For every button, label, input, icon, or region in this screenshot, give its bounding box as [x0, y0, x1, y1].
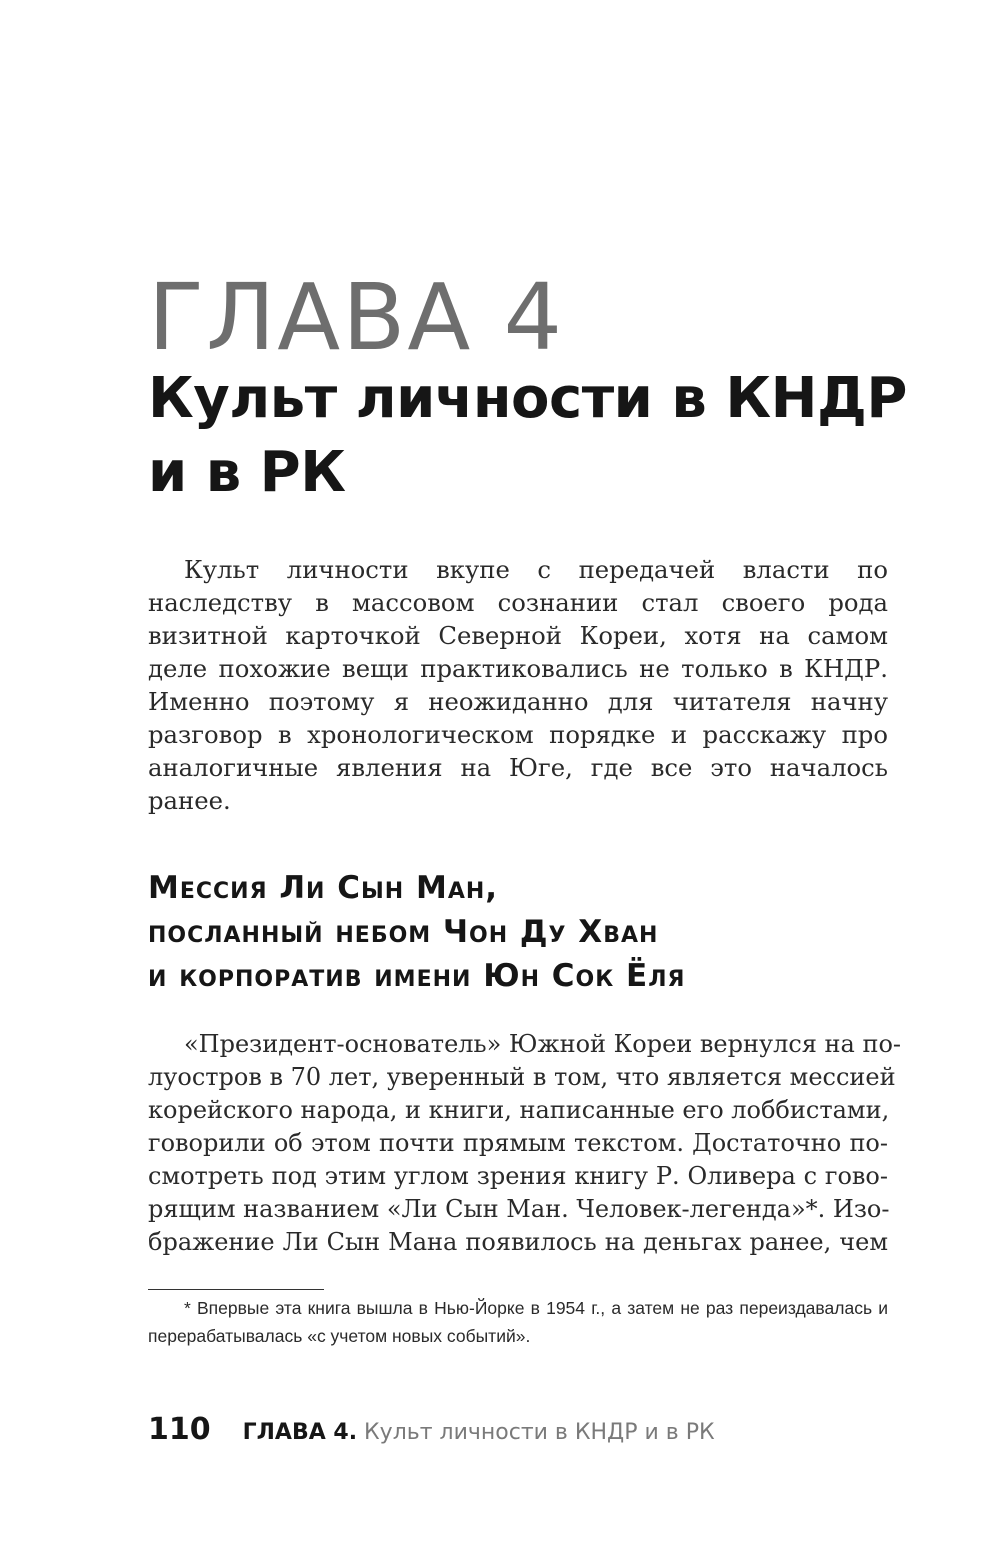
book-page [148, 0, 907, 1553]
footnote: * Впервые эта книга вышла в Нью-Йорке в 1954 г., а затем не раз переиздавалась и перерабатывалась «с учетом новых событий». [148, 1298, 888, 1346]
chapter-title-line: Культ личности в КНДР [148, 366, 907, 431]
section-paragraph [148, 1028, 902, 1259]
running-header-chapter: ГЛАВА 4. [242, 1420, 358, 1445]
paragraph-line: смотреть под этим углом зрения книгу Р. Оливера с гово- [148, 1162, 888, 1190]
paragraph-line: говорили об этом почти прямым текстом. Достаточно по- [148, 1129, 888, 1157]
paragraph-line: рящим названием «Ли Сын Ман. Человек-легенда»*. Изо- [148, 1195, 890, 1223]
paragraph-line: луостров в 70 лет, уверенный в том, что является мессией [148, 1063, 896, 1091]
chapter-title-line: и в РК [148, 440, 346, 505]
footnote-divider [148, 1289, 324, 1290]
running-header-title: Культ личности в КНДР и в РК [357, 1420, 715, 1445]
paragraph-line: «Президент-основатель» Южной Кореи вернулся на по- [184, 1030, 902, 1058]
section-heading-line: посланный небом Чон Ду Хван [148, 914, 659, 950]
paragraph-line: бражение Ли Сын Мана появилось на деньгах ранее, чем [148, 1228, 888, 1256]
paragraph-line: корейского народа, и книги, написанные его лоббистами, [148, 1096, 890, 1124]
section-heading-line: и корпоратив имени Юн Сок Ёля [148, 958, 686, 994]
page-footer [148, 1410, 715, 1454]
section-heading-line: Мессия Ли Сын Ман, [148, 870, 499, 906]
section-heading [148, 866, 888, 998]
page-number: 110 [148, 1412, 211, 1447]
chapter-label: ГЛАВА 4 [148, 264, 565, 371]
intro-paragraph: Культ личности вкупе с передачей власти по наследству в массовом сознании стал своего рода визитной карточкой Северной Кореи, хотя на самом деле похожие вещи практиковались не только в КНДР. Именно поэтому я неожиданно для читателя начну разговор в хронологическом порядке и расскажу про аналогичные явления на Юге, где все это началось ранее. [148, 555, 888, 815]
chapter-title [148, 362, 907, 510]
